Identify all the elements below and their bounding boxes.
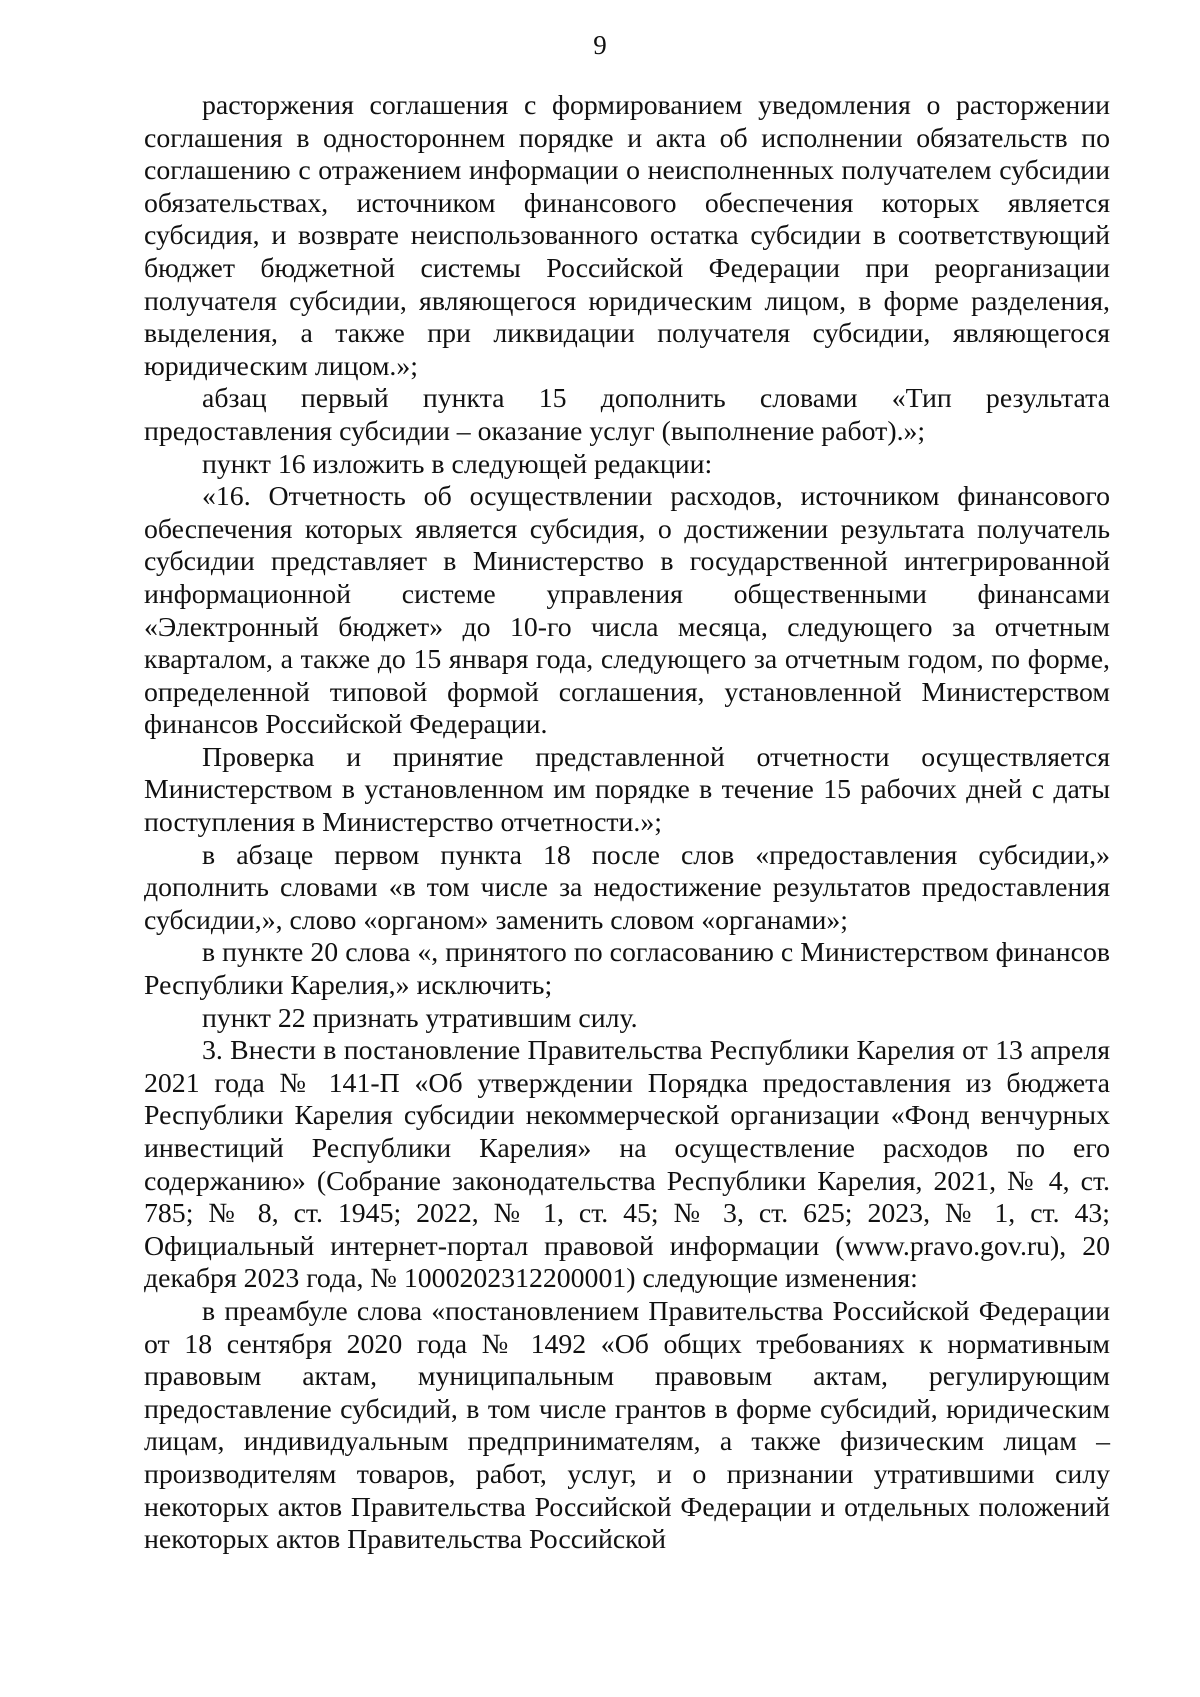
paragraph: 3. Внести в постановление Правительства Республики Карелия от 13 апреля 2021 года № 141-П «Об утверждении Порядка предоставления из бюджета Республики Карелия субсидии некоммерческой организации «Фонд венчурных инвестиций Республики Карелия» на осуществление расходов по его содержанию» (Собрание законодательства Республики Карелия, 2021, № 4, ст. 785; № 8, ст. 1945; 2022, № 1, ст. 45; № 3, ст. 625; 2023, № 1, ст. 43; Официальный интернет-портал правовой информации (www.pravo.gov.ru), 20 декабря 2023 года, № 1000202312200001) следующие изменения: xyxy=(144,1035,1110,1295)
paragraph: Проверка и принятие представленной отчетности осуществляется Министерством в установленном им порядке в течение 15 рабочих дней с даты поступления в Министерство отчетности.»; xyxy=(144,741,1110,839)
paragraph: пункт 16 изложить в следующей редакции: xyxy=(202,448,713,480)
paragraph: абзац первый пункта 15 дополнить словами «Тип результата предоставления субсидии – оказание услуг (выполнение работ).»; xyxy=(144,383,1110,447)
document-body xyxy=(144,90,1110,1557)
paragraph: пункт 22 признать утратившим силу. xyxy=(202,1002,638,1034)
paragraph: в пункте 20 слова «, принятого по согласованию с Министерством финансов Республики Карелия,» исключить; xyxy=(144,937,1110,1002)
page-number: 9 xyxy=(593,30,607,60)
paragraph: в преамбуле слова «постановлением Правительства Российской Федерации от 18 сентября 2020 года № 1492 «Об общих требованиях к нормативным правовым актам, муниципальным правовым актам, регулирующим предоставление субсидий, в том числе грантов в форме субсидий, юридическим лицам, индивидуальным предпринимателям, а также физическим лицам – производителям товаров, работ, услуг, и о признании утратившими силу некоторых актов Правительства Российской Федерации и отдельных положений некоторых актов Правительства Российской xyxy=(144,1295,1110,1556)
paragraph: «16. Отчетность об осуществлении расходов, источником финансового обеспечения которых является субсидия, о достижении результата получатель субсидии представляет в Министерство в государственной интегрированной информационной системе управления общественными финансами «Электронный бюджет» до 10-го числа месяца, следующего за отчетным кварталом, а также до 15 января года, следующего за отчетным годом, по форме, определенной типовой формой соглашения, установленной Министерством финансов Российской Федерации. xyxy=(144,481,1110,741)
paragraph: в абзаце первом пункта 18 после слов «предоставления субсидии,» дополнить словами «в том числе за недостижение результатов предоставления субсидии,», слово «органом» заменить словом «органами»; xyxy=(144,839,1110,936)
paragraph: расторжения соглашения с формированием уведомления о расторжении соглашения в одностороннем порядке и акта об исполнении обязательств по соглашению с отражением информации о неисполненных получателем субсидии обязательствах, источником финансового обеспечения которых является субсидия, и возврате неиспользованного остатка субсидии в соответствующий бюджет бюджетной системы Российской Федерации при реорганизации получателя субсидии, являющегося юридическим лицом, в форме разделения, выделения, а также при ликвидации получателя субсидии, являющегося юридическим лицом.»; xyxy=(144,90,1110,382)
